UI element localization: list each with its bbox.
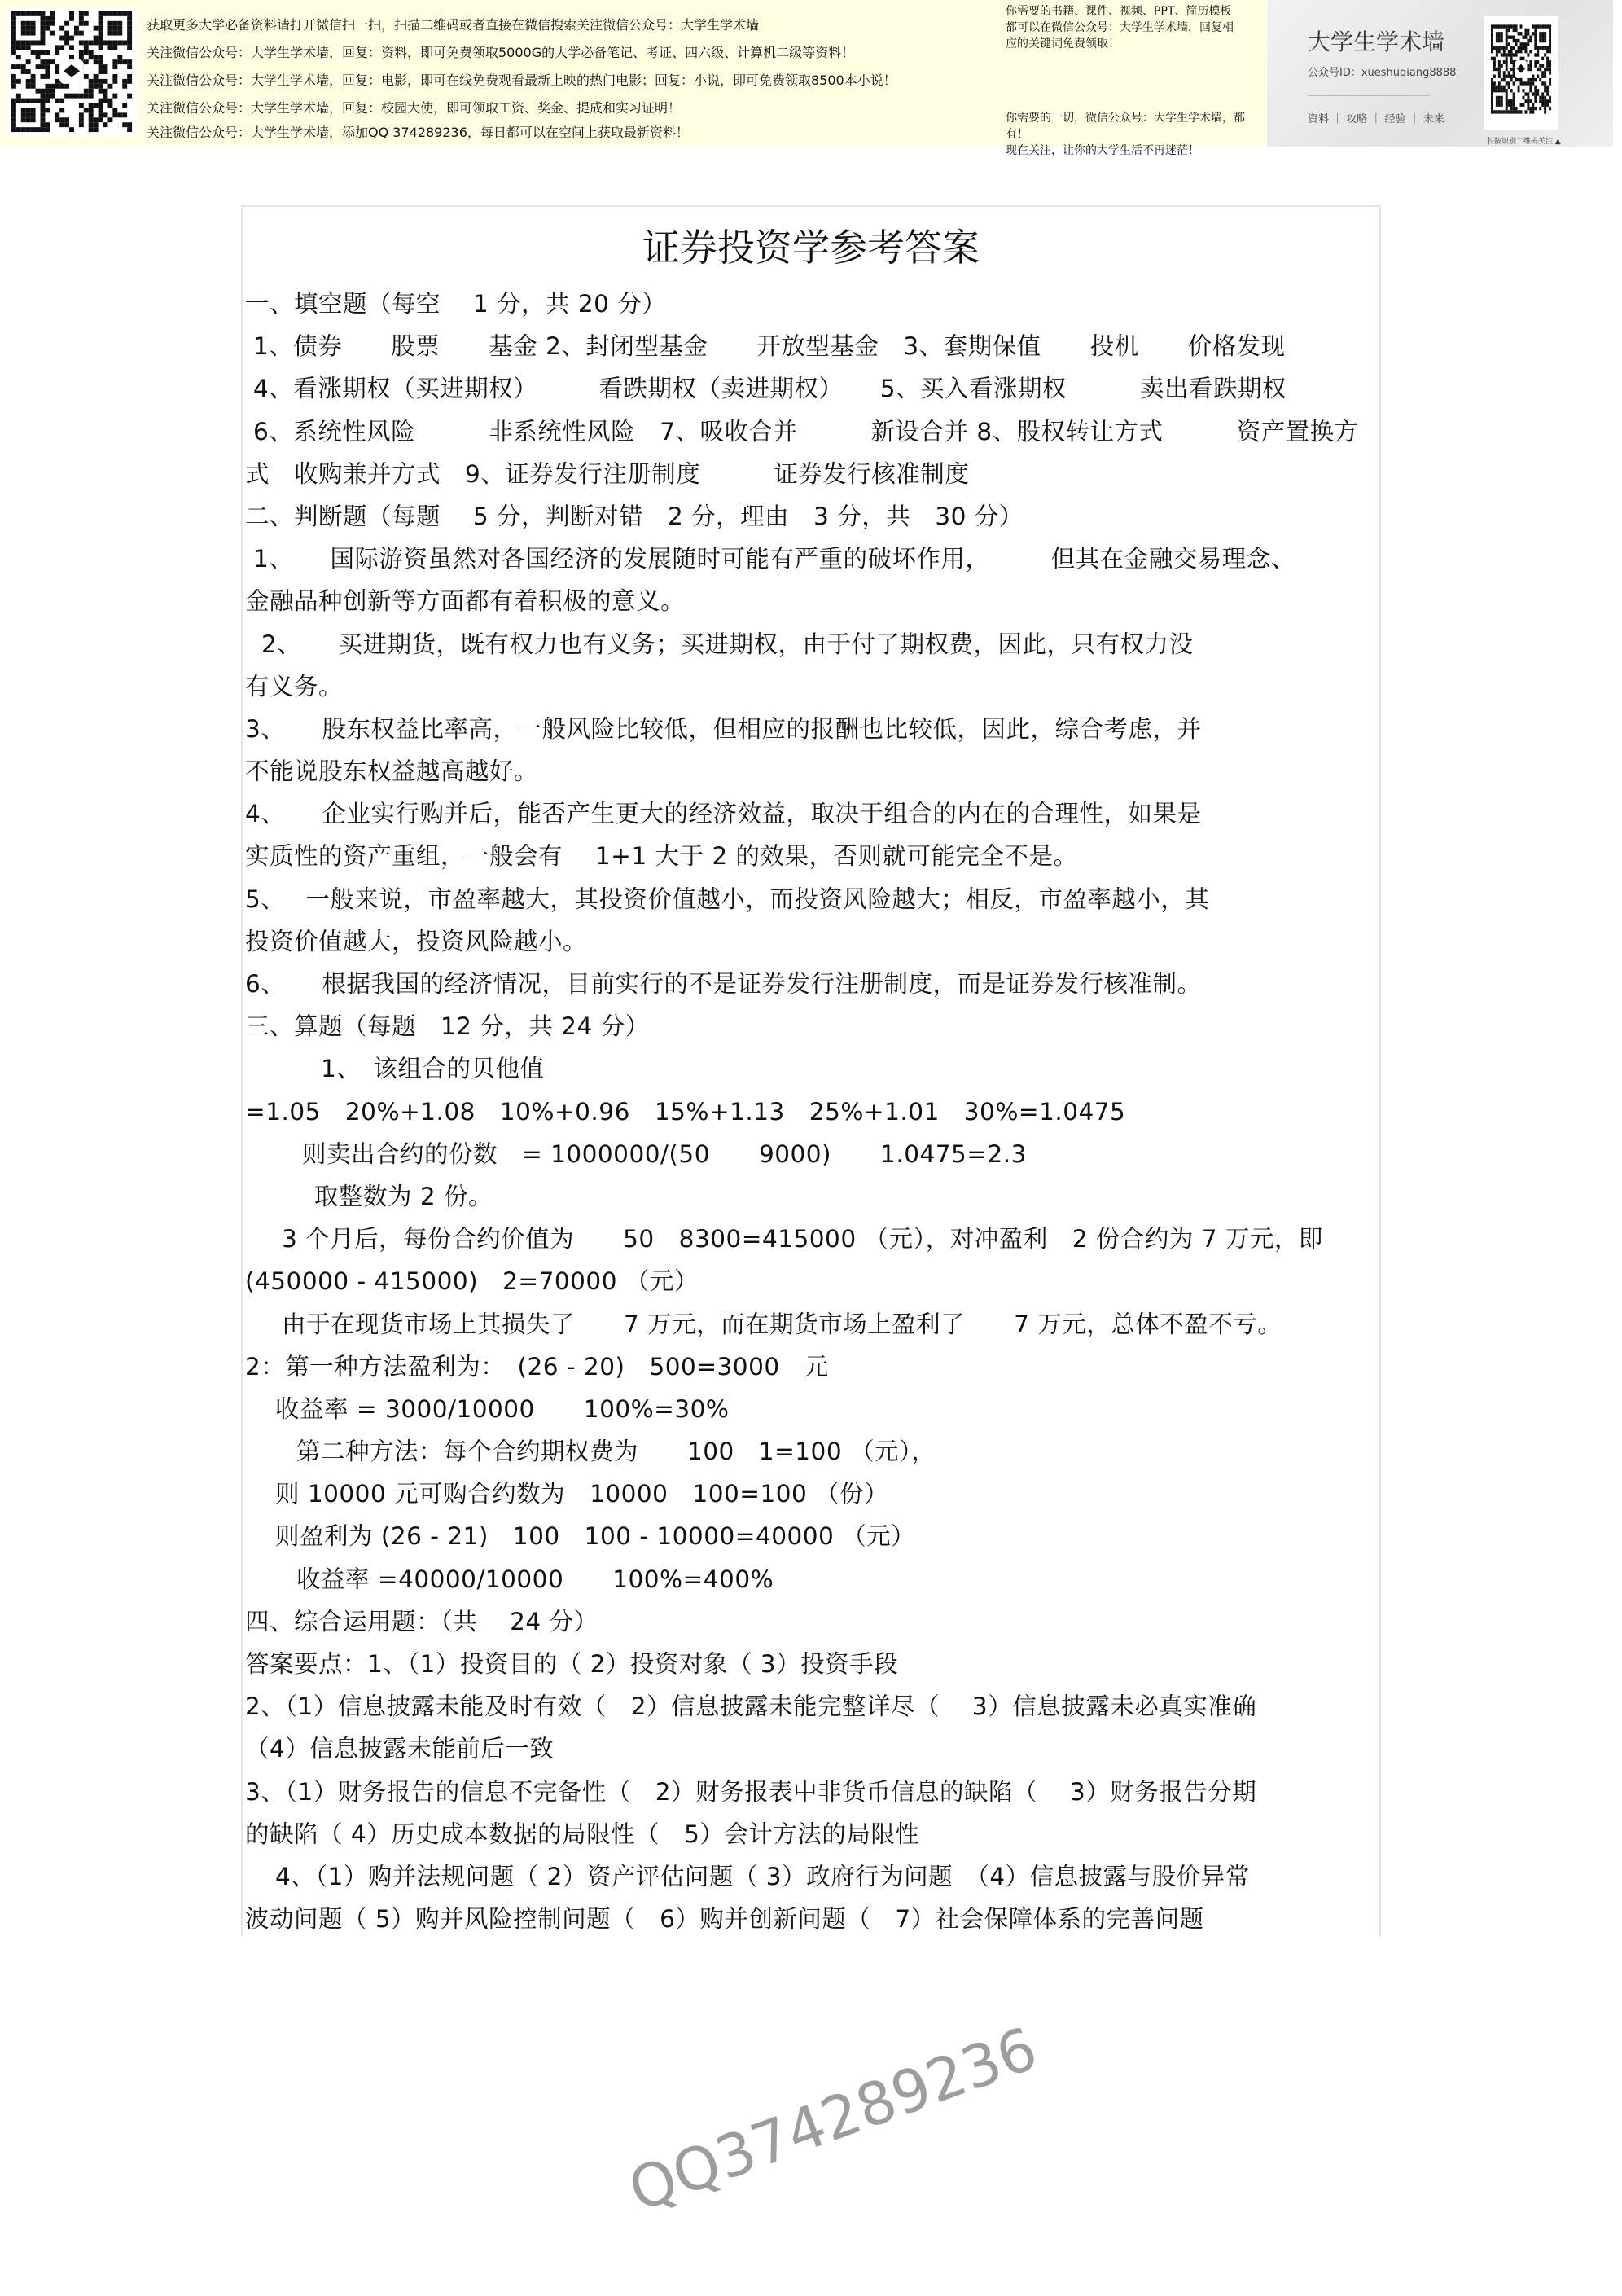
- promo-links: 资料 ｜ 攻略 ｜ 经验 ｜ 未来: [1308, 113, 1444, 125]
- note-line: 你需要的书籍、课件、视频、PPT、简历模板: [1006, 5, 1232, 18]
- promo-card: [1267, 0, 1613, 147]
- document-line: 6、系统性风险 非系统性风险 7、吸收合并 新设合并 8、股权转让方式 资产置换方: [253, 417, 1359, 446]
- document-line: 6、 根据我国的经济情况，目前实行的不是证券发行注册制度，而是证券发行核准制。: [245, 970, 1202, 998]
- document-line: 则卖出合约的份数 = 1000000/(50 9000) 1.0475=2.3: [302, 1139, 1027, 1168]
- qr-caption: 长按识别二维码关注 ▲: [1487, 138, 1561, 146]
- note-line: 现在关注，让你的大学生活不再迷茫！: [1006, 144, 1199, 157]
- banner-line: 关注微信公众号：大学生学术墙，回复：资料，即可免费领取5000G的大学必备笔记、考证、四六级、计算机二级等资料！: [147, 45, 855, 60]
- document-line: 四、综合运用题：（共 24 分）: [245, 1607, 598, 1635]
- document-line: 二、判断题（每题 5 分，判断对错 2 分，理由 3 分，共 30 分）: [245, 502, 1024, 530]
- document-line: 波动问题（ 5）购并风险控制问题（ 6）购并创新问题（ 7）社会保障体系的完善问题: [245, 1905, 1204, 1934]
- document-line: 式 收购兼并方式 9、证券发行注册制度 证券发行核准制度: [245, 459, 970, 488]
- document-line: (450000 - 415000) 2=70000 （元）: [245, 1267, 699, 1296]
- note-line: 你需要的一切，微信公众号：大学生学术墙，都有！: [1006, 112, 1245, 141]
- document-line: 则盈利为 (26 - 21) 100 100 - 10000=40000 （元）: [275, 1522, 916, 1551]
- document-line: （4）信息披露未能前后一致: [245, 1735, 555, 1763]
- promo-id: 公众号ID：xueshuqiang8888: [1308, 67, 1457, 79]
- qr-code-icon: [1488, 21, 1554, 117]
- document-line: 取整数为 2 份。: [314, 1182, 493, 1210]
- document-line: 2、（1）信息披露未能及时有效（ 2）信息披露未能完整详尽（ 3）信息披露未必真实准确: [245, 1692, 1257, 1721]
- promo-banner: [0, 0, 1266, 157]
- document-line: 收益率 = 3000/10000 100%=30%: [275, 1394, 730, 1423]
- document-line: 1、债券 股票 基金 2、封闭型基金 开放型基金 3、套期保值 投机 价格发现: [253, 332, 1286, 361]
- document-line: 收益率 =40000/10000 100%=400%: [296, 1565, 774, 1593]
- document-line: 实质性的资产重组，一般会有 1+1 大于 2 的效果，否则就可能完全不是。: [245, 842, 1078, 871]
- banner-note-top: [1006, 3, 1234, 52]
- document-line: 投资价值越大，投资风险越小。: [245, 927, 588, 955]
- document-body: [245, 283, 1359, 1940]
- watermark: QQ374289236: [620, 2013, 1046, 2225]
- document-line: 三、算题（每题 12 分，共 24 分）: [245, 1012, 650, 1041]
- banner-line: 关注微信公众号：大学生学术墙，添加QQ 374289236，每日都可以在空间上获取最新资料！: [147, 125, 689, 140]
- document-line: 有义务。: [245, 672, 344, 700]
- document-line: 5、 一般来说，市盈率越大，其投资价值越小，而投资风险越大；相反，市盈率越小，其: [245, 885, 1210, 913]
- document-line: 3、 股东权益比率高，一般风险比较低，但相应的报酬也比较低，因此，综合考虑，并: [245, 714, 1202, 743]
- note-line: 应的关键词免费领取！: [1006, 37, 1120, 50]
- qr-card: [1484, 16, 1558, 130]
- banner-line: 关注微信公众号：大学生学术墙，回复：电影，即可在线免费观看最新上映的热门电影；回复：小说，即可免费领取8500本小说！: [147, 72, 896, 88]
- divider: [1308, 95, 1430, 96]
- document-line: 则 10000 元可购合约数为 10000 100=100 （份）: [275, 1480, 889, 1508]
- document-line: 2、 买进期货，既有权力也有义务；买进期权，由于付了期权费，因此，只有权力没: [261, 630, 1194, 658]
- document-line: 一、填空题（每空 1 分，共 20 分）: [245, 290, 667, 318]
- document-line: 第二种方法：每个合约期权费为 100 1=100 （元），: [296, 1438, 936, 1466]
- document-line: 3 个月后，每份合约价值为 50 8300=415000 （元），对冲盈利 2 份合约为 7 万元，即: [282, 1225, 1323, 1253]
- banner-line: 关注微信公众号：大学生学术墙，回复：校园大使，即可领取工资、奖金、提成和实习证明！: [147, 100, 682, 116]
- banner-note-bottom: [1006, 110, 1266, 159]
- document-line: 4、看涨期权（买进期权） 看跌期权（卖进期权） 5、买入看涨期权 卖出看跌期权: [253, 375, 1287, 403]
- document-line: 4、（1）购并法规问题（ 2）资产评估问题（ 3）政府行为问题 （4）信息披露与股价异常: [275, 1862, 1250, 1890]
- document-line: 不能说股东权益越高越好。: [245, 757, 539, 786]
- document-line: 2：第一种方法盈利为： (26 - 20) 500=3000 元: [245, 1352, 829, 1381]
- document-line: 金融品种创新等方面都有着积极的意义。: [245, 587, 686, 616]
- document-line: 答案要点：1、（1）投资目的（ 2）投资对象（ 3）投资手段: [245, 1650, 899, 1678]
- document-line: 的缺陷（ 4）历史成本数据的局限性（ 5）会计方法的局限性: [245, 1820, 920, 1848]
- document-line: 由于在现货市场上其损失了 7 万元，而在期货市场上盈利了 7 万元，总体不盈不亏。: [282, 1310, 1282, 1338]
- document-line: 3、（1）财务报告的信息不完备性（ 2）财务报表中非货币信息的缺陷（ 3）财务报告分期: [245, 1777, 1257, 1806]
- banner-line: 获取更多大学必备资料请打开微信扫一扫，扫描二维码或者直接在微信搜索关注微信公众号：大学生学术墙: [147, 17, 760, 33]
- note-line: 都可以在微信公众号：大学生学术墙，回复相: [1006, 21, 1234, 34]
- document-line: 1、 该组合的贝他值: [321, 1055, 545, 1083]
- document-line: 4、 企业实行购并后，能否产生更大的经济效益，取决于组合的内在的合理性，如果是: [245, 800, 1202, 828]
- document-title: 证券投资学参考答案: [642, 226, 980, 270]
- document-line: 1、 国际游资虽然对各国经济的发展随时可能有严重的破坏作用， 但其在金融交易理念、: [253, 545, 1295, 573]
- promo-title: 大学生学术墙: [1308, 29, 1445, 55]
- qr-code-icon: [7, 7, 137, 137]
- document-line: =1.05 20%+1.08 10%+0.96 15%+1.13 25%+1.01 30%=1.0475: [245, 1097, 1126, 1126]
